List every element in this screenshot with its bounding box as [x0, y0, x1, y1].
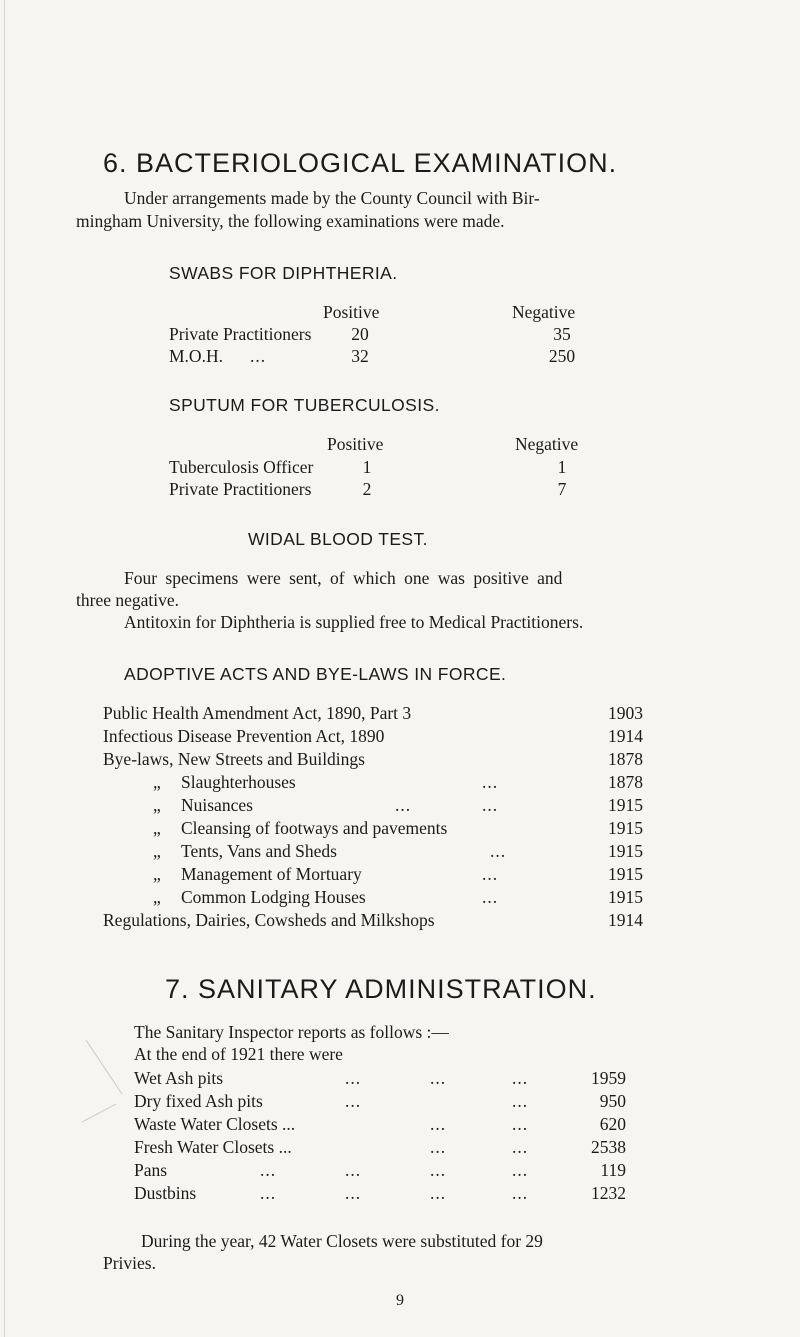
leader-dots: ...: [512, 1137, 529, 1157]
ditto-mark: „: [153, 887, 161, 907]
widal-paragraph-line-1: Four specimens were sent, of which one was positive and: [124, 568, 563, 588]
section-6-intro-line-1: Under arrangements made by the County Council with Bir-: [124, 188, 540, 208]
sanitary-row-value: 950: [599, 1091, 626, 1111]
swabs-row-negative: 35: [553, 324, 571, 344]
ditto-mark: „: [153, 795, 161, 815]
section-6-heading: 6. BACTERIOLOGICAL EXAMINATION.: [103, 148, 618, 178]
swabs-row-positive: 32: [351, 346, 369, 366]
section-6-intro-line-2: mingham University, the following examinations were made.: [76, 211, 505, 231]
swabs-row-negative: 250: [548, 346, 576, 366]
section-7-intro-line-2: At the end of 1921 there were: [134, 1044, 343, 1064]
sputum-row-positive: 2: [362, 479, 372, 499]
acts-row-label: Slaughterhouses: [181, 772, 296, 792]
ditto-mark: „: [153, 818, 161, 838]
antitoxin-note: Antitoxin for Diphtheria is supplied free to Medical Practitioners.: [124, 612, 584, 632]
acts-row-label: Tents, Vans and Sheds: [181, 841, 337, 861]
acts-heading: ADOPTIVE ACTS AND BYE-LAWS IN FORCE.: [124, 664, 507, 684]
sanitary-row-value: 2538: [591, 1137, 626, 1157]
acts-row-label: Common Lodging Houses: [181, 887, 366, 907]
acts-row-label: Public Health Amendment Act, 1890, Part 3: [103, 703, 412, 723]
sputum-heading: SPUTUM FOR TUBERCULOSIS.: [169, 395, 440, 415]
acts-row-label: Management of Mortuary: [181, 864, 362, 884]
acts-row-label: Infectious Disease Prevention Act, 1890: [103, 726, 385, 746]
acts-row-label: Bye-laws, New Streets and Buildings: [103, 749, 365, 769]
sputum-col-negative: Negative: [515, 434, 579, 454]
leader-dots: ...: [430, 1137, 447, 1157]
section-7-closing-line-1: During the year, 42 Water Closets were substituted for 29: [141, 1231, 543, 1251]
leader-dots: ...: [512, 1068, 529, 1088]
leader-dots: ...: [430, 1183, 447, 1203]
sanitary-row-label: Dry fixed Ash pits: [134, 1091, 263, 1111]
acts-row-year: 1915: [608, 841, 643, 861]
leader-dots: ...: [430, 1068, 447, 1088]
sputum-row-negative: 1: [557, 457, 567, 477]
section-7-intro-line-1: The Sanitary Inspector reports as follows :—: [134, 1022, 449, 1042]
ditto-mark: „: [153, 841, 161, 861]
sanitary-row-value: 1232: [591, 1183, 626, 1203]
sanitary-row-label: Pans: [134, 1160, 168, 1180]
swabs-heading: SWABS FOR DIPHTHERIA.: [169, 263, 398, 283]
section-7-closing-line-2: Privies.: [103, 1253, 156, 1273]
sanitary-row-value: 620: [599, 1114, 626, 1134]
leader-dots: ...: [512, 1091, 529, 1111]
leader-dots: ...: [260, 1183, 277, 1203]
swabs-row-label: M.O.H.: [169, 346, 223, 366]
sputum-col-positive: Positive: [327, 434, 384, 454]
acts-row-label: Cleansing of footways and pavements: [181, 818, 448, 838]
scratch-line: [86, 1040, 122, 1094]
leader-dots: ...: [482, 887, 499, 907]
leader-dots: ...: [490, 841, 507, 861]
leader-dots: ...: [482, 864, 499, 884]
acts-row-year: 1915: [608, 795, 643, 815]
scratch-line: [82, 1104, 116, 1122]
leader-dots: ...: [345, 1183, 362, 1203]
acts-row-year: 1878: [608, 772, 643, 792]
swabs-row-label: Private Practitioners: [169, 324, 312, 344]
sputum-row-label: Private Practitioners: [169, 479, 312, 499]
leader-dots: ...: [482, 772, 499, 792]
leader-dots: ...: [512, 1160, 529, 1180]
leader-dots: ...: [430, 1114, 447, 1134]
sanitary-row-value: 119: [600, 1160, 626, 1180]
widal-paragraph-line-2: three negative.: [76, 590, 180, 610]
leader-dots: ...: [512, 1183, 529, 1203]
widal-heading: WIDAL BLOOD TEST.: [248, 529, 428, 549]
acts-row-label: Regulations, Dairies, Cowsheds and Milkshops: [103, 910, 435, 930]
acts-row-year: 1915: [608, 887, 643, 907]
swabs-col-positive: Positive: [323, 302, 380, 322]
leader-dots: ...: [395, 795, 412, 815]
page-number: 9: [396, 1292, 404, 1309]
sputum-row-label: Tuberculosis Officer: [169, 457, 314, 477]
acts-row-year: 1914: [608, 726, 643, 746]
leader-dots: ...: [345, 1160, 362, 1180]
leader-dots: ...: [345, 1091, 362, 1111]
sanitary-row-label: Fresh Water Closets ...: [134, 1137, 292, 1157]
sanitary-row-value: 1959: [591, 1068, 626, 1088]
section-7-heading: 7. SANITARY ADMINISTRATION.: [165, 974, 597, 1004]
acts-row-year: 1914: [608, 910, 643, 930]
sanitary-row-label: Dustbins: [134, 1183, 197, 1203]
acts-row-year: 1915: [608, 864, 643, 884]
sanitary-row-label: Waste Water Closets ...: [134, 1114, 296, 1134]
acts-row-label: Nuisances: [181, 795, 253, 815]
ditto-mark: „: [153, 772, 161, 792]
leader-dots: ...: [512, 1114, 529, 1134]
leader-dots: ...: [482, 795, 499, 815]
ditto-mark: „: [153, 864, 161, 884]
sputum-row-negative: 7: [557, 479, 567, 499]
sputum-row-positive: 1: [362, 457, 372, 477]
leader-dots: ...: [430, 1160, 447, 1180]
acts-row-year: 1903: [608, 703, 643, 723]
leader-dots: ...: [250, 346, 267, 366]
swabs-col-negative: Negative: [512, 302, 576, 322]
acts-row-year: 1915: [608, 818, 643, 838]
acts-row-year: 1878: [608, 749, 643, 769]
swabs-row-positive: 20: [351, 324, 369, 344]
leader-dots: ...: [260, 1160, 277, 1180]
leader-dots: ...: [345, 1068, 362, 1088]
sanitary-row-label: Wet Ash pits: [134, 1068, 224, 1088]
